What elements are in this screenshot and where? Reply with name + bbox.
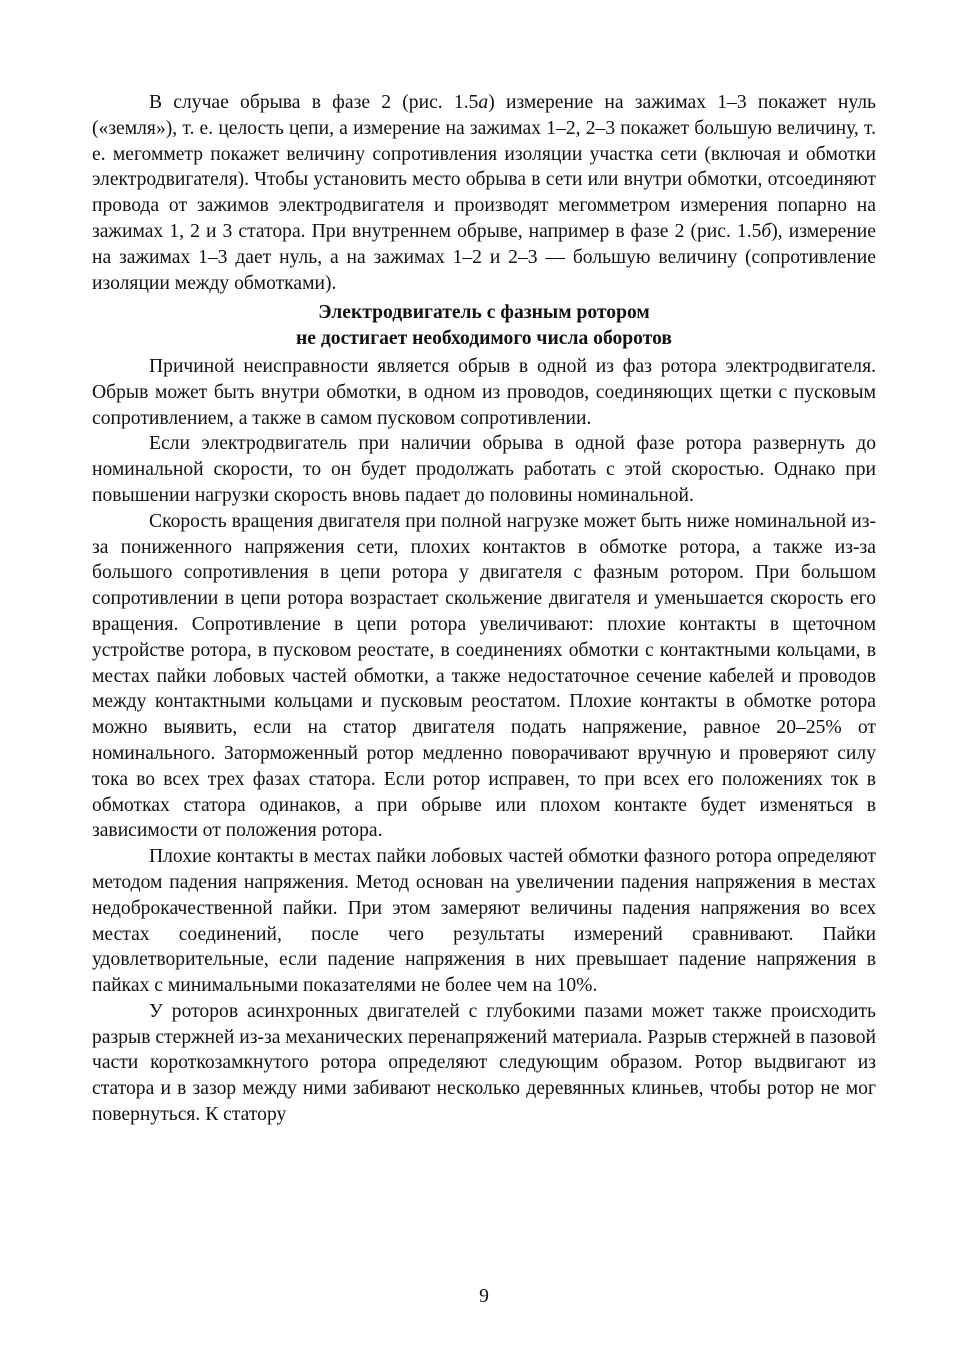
paragraph-rotation-speed: Скорость вращения двигателя при полной нагрузке может быть ниже номинальной из-за пониженного напряжения сети, плохих контактов в обмотке ротора, а также из-за большого сопротивления в цепи ротора у двигателя с фазным ротором. При большом сопротивлении в цепи ротора возрастает скольжение двигателя и уменьшается скорость его вращения. Сопротивление в цепи ротора увеличивают: плохие контакты в щеточном устройстве ротора, в пусковом реостате, в соединениях обмотки с контактными кольцами, в местах пайки лобовых частей обмотки, а также недостаточное сечение кабелей и проводов между контактными кольцами и пусковым реостатом. Плохие контакты в обмотке ротора можно выявить, если на статор двигателя подать напряжение, равное 20–25% от номинального. Заторможенный ротор медленно поворачивают вручную и проверяют силу тока во всех трех фазах статора. Если ротор исправен, то при всех его положениях ток в обмотках статора одинаков, а при обрыве или плохом контакте будет изменяться в зависимости от положения ротора. bbox=[92, 510, 876, 842]
page-body bbox=[92, 90, 876, 1128]
figure-ref-b: б bbox=[761, 220, 772, 242]
figure-ref-a: а bbox=[478, 92, 489, 113]
paragraph-text-part: ) измерение на зажимах 1–3 покажет нуль («земля»), т. е. целость цепи, а измерение на зажимах 1–2, 2–3 покажет большую величину, т. е. мегомметр покажет величину сопротивления изоляции участка сети (включая и обмотки электродвигателя). Чтобы установить место обрыва в сети или внутри обмотки, отсоединяют провода от зажимов электродвигателя и производят мегомметром измерения попарно на зажимах 1, 2 и 3 статора. При внутреннем обрыве, например в фазе 2 (рис. 1.5 bbox=[92, 92, 876, 242]
section-heading-line-2: не достигает необходимого числа оборотов bbox=[296, 328, 672, 350]
paragraph-nominal-speed: Если электродвигатель при наличии обрыва в одной фазе ротора развернуть до номинальной скорости, то он будет продолжать работать с этой скоростью. Однако при повышении нагрузки скорость вновь падает до половины номинальной. bbox=[92, 433, 876, 506]
page-number: 9 bbox=[479, 1286, 489, 1307]
section-heading-line-1: Электродвигатель с фазным ротором bbox=[318, 302, 650, 324]
paragraph-soldering-contacts: Плохие контакты в местах пайки лобовых частей обмотки фазного ротора определяют методом падения напряжения. Метод основан на увеличении падения напряжения в местах недоброкачественной пайки. При этом замеряют величины падения напряжения во всех местах соединений, после чего результаты измерений сравнивают. Пайки удовлетворительные, если падение напряжения в них превышает падение напряжения в пайках с минимальными показателями не более чем на 10%. bbox=[92, 846, 876, 997]
paragraph-cause: Причиной неисправности является обрыв в одной из фаз ротора электродвигателя. Обрыв может быть внутри обмотки, в одном из проводов, соединяющих щетки с пусковым сопротивлением, а также в самом пусковом сопротивлении. bbox=[92, 355, 876, 429]
paragraph-text-part: В случае обрыва в фазе 2 (рис. 1.5 bbox=[149, 92, 479, 113]
paragraph-text-part: ), измерение на зажимах 1–3 дает нуль, а на зажимах 1–2 и 2–3 — большую величину (сопротивление изоляции между обмотками). bbox=[92, 220, 876, 294]
paragraph-deep-slot-rotors: У роторов асинхронных двигателей с глубокими пазами может также происходить разрыв стержней из-за механических перенапряжений материала. Разрыв стержней в пазовой части короткозамкнутого ротора определяют следующим образом. Ротор выдвигают из статора и в зазор между ними забивают несколько деревянных клиньев, чтобы ротор не мог повернуться. К статору bbox=[92, 1000, 876, 1126]
paragraph-phase-break bbox=[92, 90, 876, 296]
section-heading bbox=[92, 300, 876, 352]
